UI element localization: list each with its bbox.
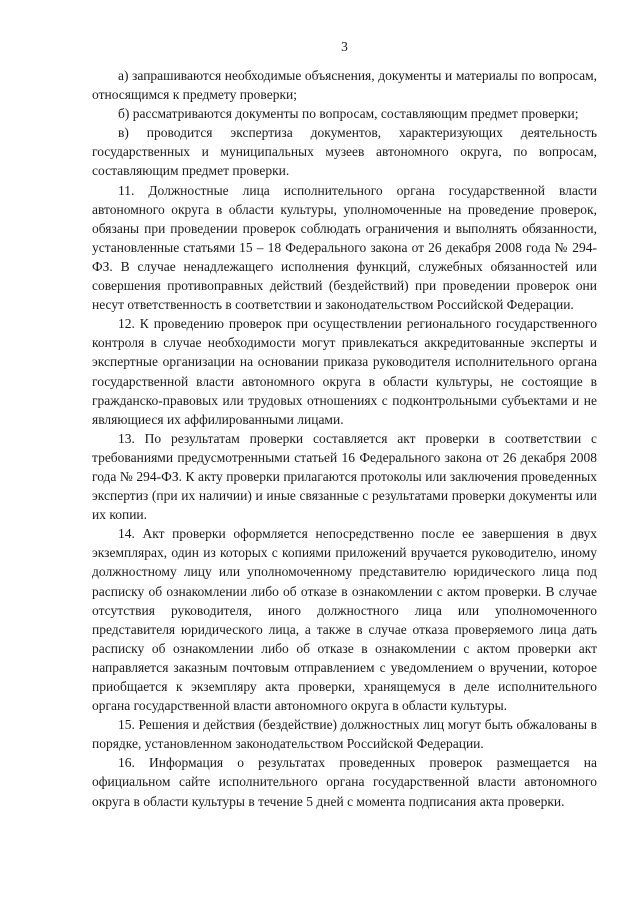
page-number: 3: [341, 39, 348, 54]
paragraph-b: б) рассматриваются документы по вопросам, составляющим предмет проверки;: [118, 106, 579, 122]
paragraph-a: а) запрашиваются необходимые объяснения, документы и материалы по вопросам, относящимся к предмету проверки;: [92, 68, 597, 103]
document-page: [92, 38, 597, 811]
paragraph-16: 16. Информация о результатах проведенных проверок размещается на официальном сайте исполнительного органа государственной власти автономного округа в области культуры в течение 5 дней с момента подписания акта проверки.: [92, 755, 597, 809]
paragraph-13: 13. По результатам проверки составляется акт проверки в соответствии с требованиями предусмотренными статьей 16 Федерального закона от 26 декабря 2008 года № 294-ФЗ. К акту проверки прилагаются протоколы или заключения проведенных экспертиз (при их наличии) и иные связанные с результатами проверки документы или их копии.: [92, 430, 597, 523]
paragraph-v: в) проводится экспертиза документов, характеризующих деятельность государственных и муниципальных музеев автономного округа, по вопросам, составляющим предмет проверки.: [92, 125, 597, 179]
paragraph-14: 14. Акт проверки оформляется непосредственно после ее завершения в двух экземплярах, один из которых с копиями приложений вручается руководителю, иному должностному лицу или уполномоченному представителю юридического лица под расписку об ознакомлении либо об отказе в ознакомлении с актом проверки. В случае отсутствия руководителя, иного должностного лица или уполномоченного представителя юридического лица, а также в случае отказа проверяемого лица дать расписку об ознакомлении либо об отказе в ознакомлении с актом проверки акт направляется заказным почтовым отправлением с уведомлением о вручении, которое приобщается к экземпляру акта проверки, хранящемуся в деле исполнительного органа государственной власти автономного округа в области культуры.: [92, 526, 597, 714]
paragraph-15: 15. Решения и действия (бездействие) должностных лиц могут быть обжалованы в порядке, установленном законодательством Российской Федерации.: [92, 717, 597, 752]
paragraph-12: 12. К проведению проверок при осуществлении регионального государственного контроля в случае необходимости могут привлекаться аккредитованные эксперты и экспертные организации на основании приказа руководителя исполнительного органа государственной власти автономного округа в области культуры, не состоящие в гражданско-правовых или трудовых отношениях с подконтрольными субъектами и не являющиеся их аффилированными лицами.: [92, 316, 597, 427]
paragraph-11: 11. Должностные лица исполнительного органа государственной власти автономного округа в области культуры, уполномоченные на проведение проверок, обязаны при проведении проверок соблюдать ограничения и выполнять обязанности, установленные статьями 15 – 18 Федерального закона от 26 декабря 2008 года № 294-ФЗ. В случае ненадлежащего исполнения функций, служебных обязанностей или совершения противоправных действий (бездействий) при проведении проверок они несут ответственность в соответствии и законодательством Российской Федерации.: [92, 182, 597, 313]
